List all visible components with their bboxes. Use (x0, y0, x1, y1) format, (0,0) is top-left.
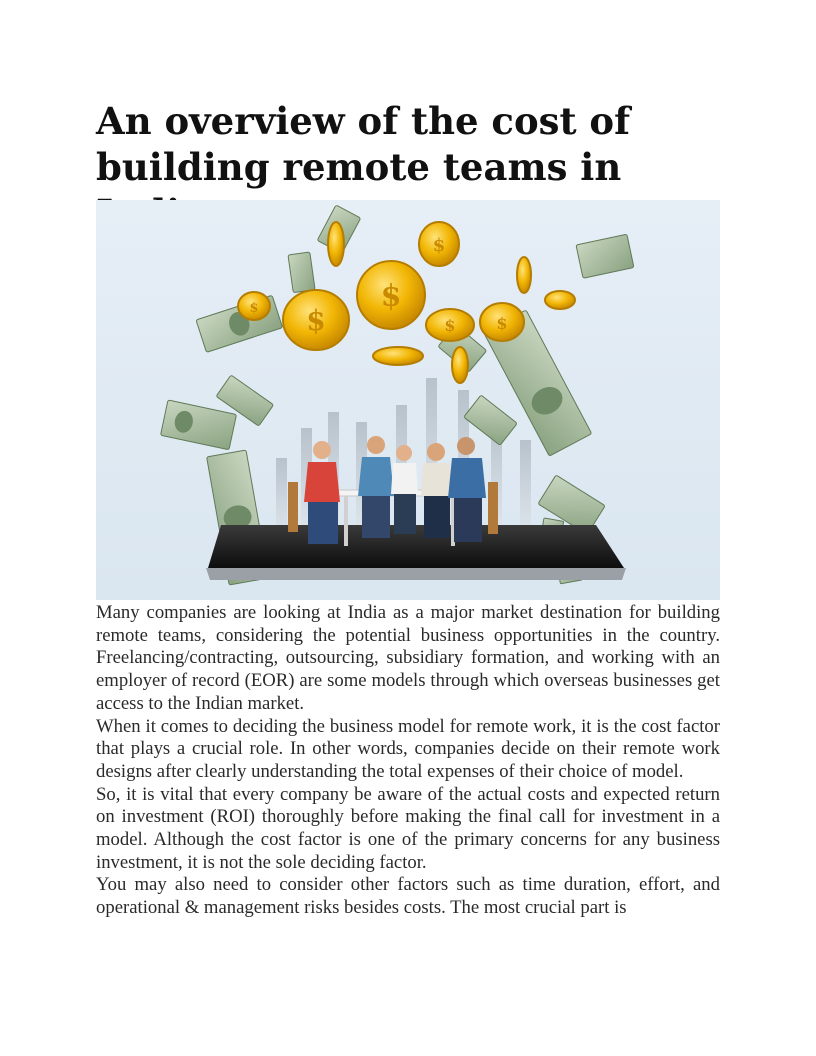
paragraph: You may also need to consider other factors such as time duration, effort, and operational & management risks besides costs. The most crucial part is (96, 874, 720, 919)
hero-image (96, 200, 720, 600)
coin-edge (517, 257, 531, 293)
article-body (96, 602, 720, 920)
banknote (464, 395, 517, 445)
coin-symbol: $ (306, 304, 326, 337)
coin (238, 292, 270, 320)
coin-edge (328, 222, 344, 266)
coin-symbol: $ (496, 314, 508, 333)
coin (426, 309, 474, 341)
hero-illustration (96, 200, 720, 600)
person (391, 445, 418, 534)
banknote (288, 252, 315, 293)
page-title: An overview of the cost of building remote teams in (96, 99, 631, 189)
coin (283, 290, 349, 350)
paragraph: When it comes to deciding the business model for remote work, it is the cost factor that plays a crucial role. In other words, companies decide on their remote work designs after clearly understanding the total expenses of their choice of model. (96, 715, 720, 782)
coin-symbol: $ (249, 301, 259, 316)
banknote (576, 234, 634, 278)
person (421, 443, 452, 538)
coin (357, 261, 425, 329)
coin-symbol: $ (380, 279, 402, 314)
coin-symbol: $ (432, 235, 446, 256)
paragraph: So, it is vital that every company be aware of the actual costs and expected return on investment (ROI) thoroughly before making the final call for investment in a model. Although the cost factor is one of the primary concerns for any business investment, it is not the sole deciding factor. (96, 783, 720, 873)
banknote (161, 400, 237, 450)
coin-edge (452, 347, 468, 383)
coin-symbol: $ (444, 316, 456, 335)
paragraph: Many companies are looking at India as a major market destination for building remote teams, considering the potential business opportunities in the country. Freelancing/contracting, outsourcing, subsidiary formation, and working with an employer of record (EOR) are some models through which overseas businesses get access to the Indian market. (96, 602, 720, 714)
coin (480, 303, 524, 341)
coin-edge (373, 347, 423, 365)
coin-edge (545, 291, 575, 309)
coin (419, 222, 459, 266)
person (448, 437, 498, 542)
